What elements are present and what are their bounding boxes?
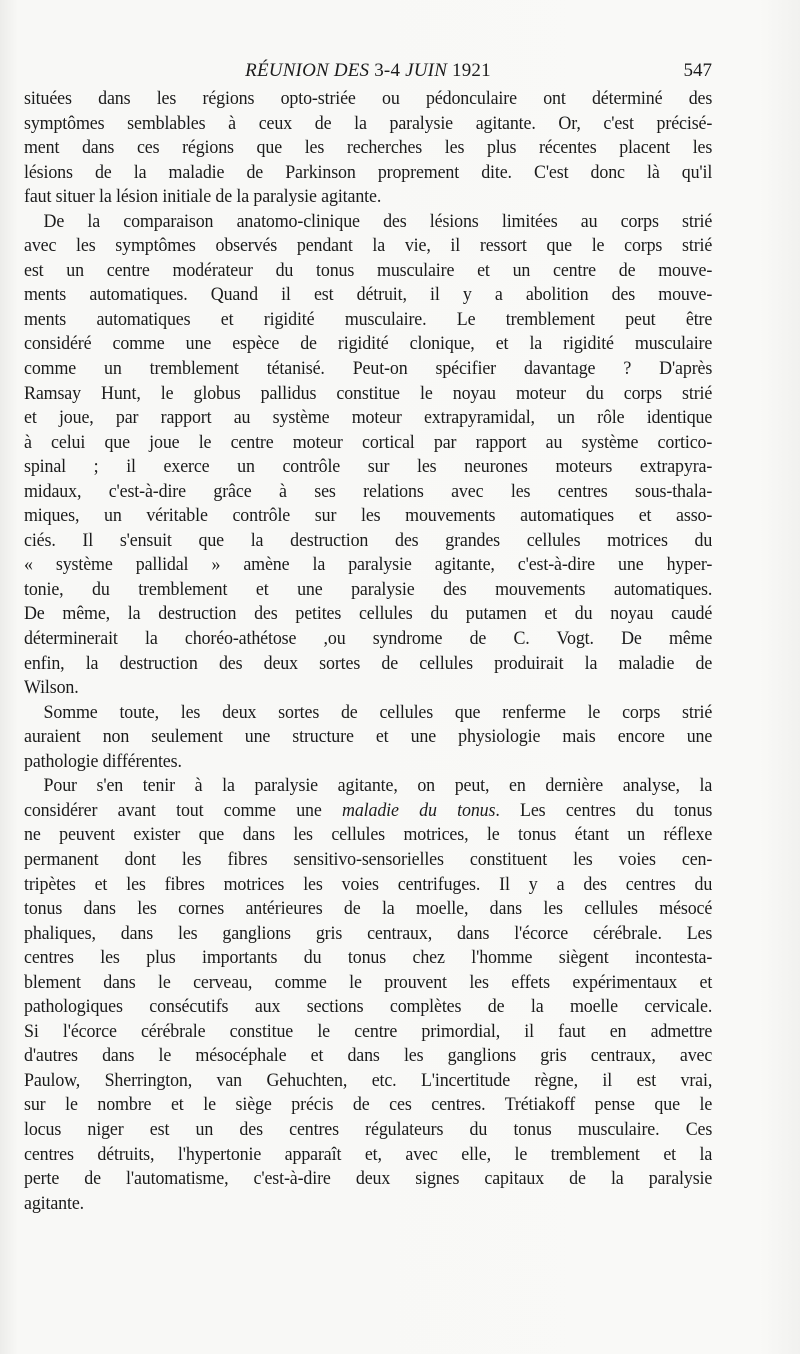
paragraph-1 [24, 87, 712, 210]
text-line: comme un tremblement tétanisé. Peut-on spécifier davantage ? D'après [24, 358, 713, 380]
text-line: ments automatiques. Quand il est détruit, il y a abolition des mouve- [24, 284, 713, 306]
paragraph-3 [24, 701, 712, 775]
text-line: perte de l'automatisme, c'est-à-dire deux signes capitaux de la paralysie [24, 1168, 713, 1190]
text-line: ment dans ces régions que les recherches les plus récentes placent les [24, 137, 713, 159]
text-line-with-emphasis [24, 799, 712, 824]
text-line: est un centre modérateur du tonus musculaire et un centre de mouve- [24, 259, 713, 281]
text-line: ne peuvent exister que dans les cellules motrices, le tonus étant un réflexe [24, 824, 713, 846]
text-line: déterminerait la choréo-athétose ,ou syndrome de C. Vogt. De même [24, 628, 713, 650]
title-dates: 3-4 [374, 60, 401, 81]
text-line: centres les plus importants du tonus chez l'homme siègent incontesta- [24, 947, 713, 969]
text-line: locus niger est un des centres régulateurs du tonus musculaire. Ces [24, 1118, 713, 1140]
text-line: phaliques, dans les ganglions gris centraux, dans l'écorce cérébrale. Les [24, 922, 713, 944]
text-line: spinal ; il exerce un contrôle sur les neurones moteurs extrapyra- [24, 456, 713, 478]
text-line: faut situer la lésion initiale de la paralysie agitante. [24, 186, 382, 208]
text-line: à celui que joue le centre moteur cortical par rapport au système cortico- [24, 431, 713, 453]
running-title [24, 58, 712, 84]
title-month: JUIN [400, 60, 453, 81]
text-line: tripètes et les fibres motrices les voies centrifuges. Il y a des centres du [24, 873, 713, 895]
text-line: Paulow, Sherrington, van Gehuchten, etc. L'incertitude règne, il est vrai, [24, 1069, 713, 1091]
text-line: agitante. [24, 1192, 84, 1214]
text-line: auraient non seulement une structure et une physiologie mais encore une [24, 726, 713, 748]
text-line: Somme toute, les deux sortes de cellules que renferme le corps strié [43, 701, 713, 723]
text-line: ments automatiques et rigidité musculaire. Le tremblement peut être [24, 308, 713, 330]
text-line: pathologie différentes. [24, 750, 182, 772]
text-line: enfin, la destruction des deux sortes de cellules produirait la maladie de [24, 652, 713, 674]
text-line: midaux, c'est-à-dire grâce à ses relations avec les centres sous-thala- [24, 480, 713, 502]
text-line: lésions de la maladie de Parkinson proprement dite. C'est donc là qu'il [24, 161, 713, 183]
text-line: sur le nombre et le siège précis de ces centres. Trétiakoff pense que le [24, 1094, 713, 1116]
text-line: d'autres dans le mésocéphale et dans les ganglions gris centraux, avec [24, 1045, 713, 1067]
text-line: De la comparaison anatomo-clinique des lésions limitées au corps strié [43, 210, 713, 232]
text-line: et joue, par rapport au système moteur extrapyramidal, un rôle identique [24, 407, 713, 429]
text-line: centres détruits, l'hypertonie apparaît et, avec elle, le tremblement et la [24, 1143, 713, 1165]
text-line: symptômes semblables à ceux de la paralysie agitante. Or, c'est précisé- [24, 112, 713, 134]
text-line: tonie, du tremblement et une paralysie des mouvements automatiques. [24, 578, 713, 600]
paragraph-2 [24, 210, 712, 701]
text-line: Si l'écorce cérébrale constitue le centre primordial, il faut en admettre [24, 1020, 713, 1042]
text-line: permanent dont les fibres sensitivo-sensorielles constituent les voies cen- [24, 848, 713, 870]
text-line: avec les symptômes observés pendant la vie, il ressort que le corps strié [24, 235, 713, 257]
text-line: miques, un véritable contrôle sur les mouvements automatiques et asso- [24, 505, 713, 527]
title-year: 1921 [452, 60, 491, 81]
text-line: tonus dans les cornes antérieures de la moelle, dans les cellules mésocé [24, 898, 713, 920]
running-header [24, 58, 712, 84]
text-line: considéré comme une espèce de rigidité clonique, et la rigidité musculaire [24, 333, 713, 355]
text-run: considérer avant tout comme une [24, 799, 343, 821]
emphasis-maladie-du-tonus: maladie du tonus [342, 799, 496, 821]
text-line: De même, la destruction des petites cellules du putamen et du noyau caudé [24, 603, 713, 625]
text-line: Wilson. [24, 677, 79, 699]
text-run: . Les centres du tonus [495, 799, 713, 821]
page-number: 547 [683, 60, 712, 81]
title-prefix: RÉUNION DES [245, 60, 375, 81]
text-line: Pour s'en tenir à la paralysie agitante, on peut, en dernière analyse, la [43, 775, 713, 797]
page-body [24, 87, 712, 1216]
text-line: situées dans les régions opto-striée ou pédonculaire ont déterminé des [24, 88, 713, 109]
text-line: blement dans le cerveau, comme le prouvent les effets expérimentaux et [24, 971, 713, 993]
paragraph-4 [24, 774, 712, 1216]
text-line: « système pallidal » amène la paralysie agitante, c'est-à-dire une hyper- [24, 554, 713, 576]
text-line: pathologiques consécutifs aux sections complètes de la moelle cervicale. [24, 996, 713, 1018]
text-line: Ramsay Hunt, le globus pallidus constitue le noyau moteur du corps strié [24, 382, 713, 404]
text-line: ciés. Il s'ensuit que la destruction des grandes cellules motrices du [24, 529, 713, 551]
